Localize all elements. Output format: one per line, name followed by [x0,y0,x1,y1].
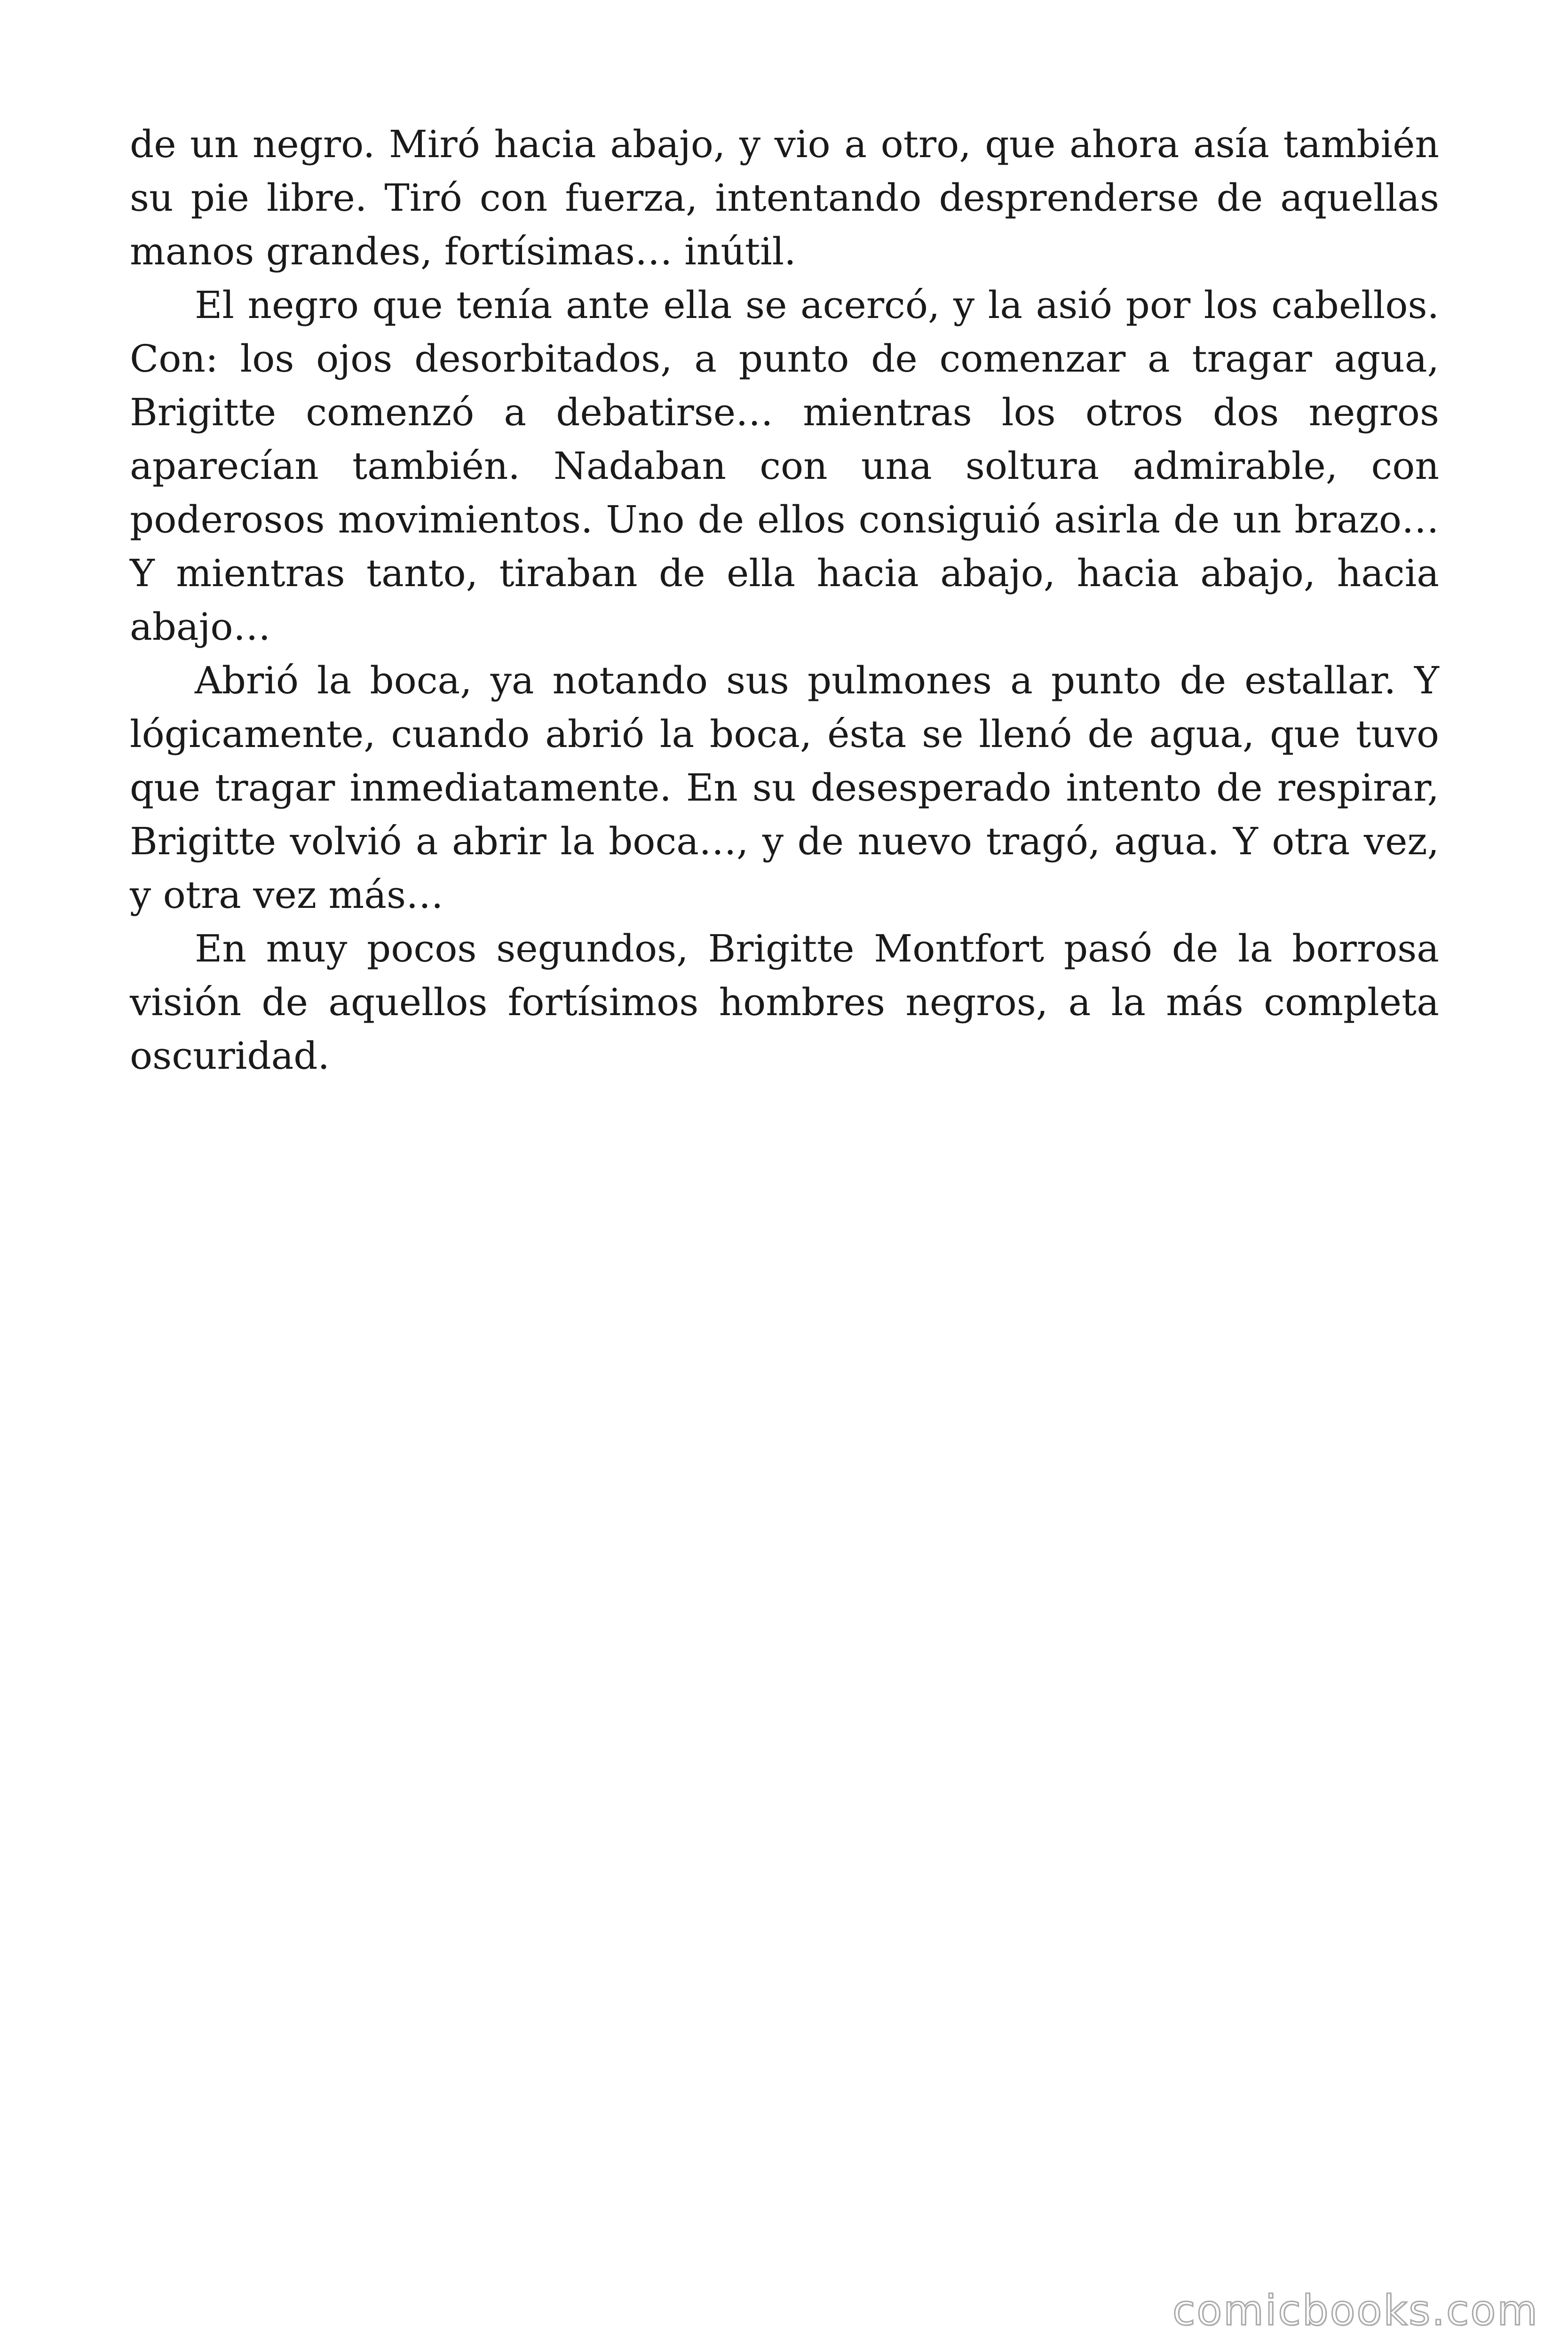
text-line: y otra vez más… [130,873,444,917]
text-line: poderosos movimientos. Uno de ellos consiguió asirla de un brazo… [130,498,1439,541]
text-line: lógicamente, cuando abrió la boca, ésta se llenó de agua, que tuvo [130,712,1439,756]
paragraph-4 [130,922,1439,1083]
text-line: Y mientras tanto, tiraban de ella hacia abajo, hacia abajo, hacia [130,551,1439,595]
text-line: abajo… [130,605,271,649]
paragraph-3 [130,654,1439,922]
text-line: Abrió la boca, ya notando sus pulmones a punto de estallar. Y [195,659,1439,702]
text-line: su pie libre. Tiró con fuerza, intentando desprenderse de aquellas [130,176,1439,220]
text-line: oscuridad. [130,1034,330,1078]
body-text [130,118,1439,1083]
text-line: Con: los ojos desorbitados, a punto de comenzar a tragar agua, [130,337,1439,381]
text-line: Brigitte comenzó a debatirse… mientras los otros dos negros [130,390,1439,434]
text-line: que tragar inmediatamente. En su desesperado intento de respirar, [130,766,1439,810]
paragraph-2 [130,278,1439,654]
text-line: Brigitte volvió a abrir la boca…, y de nuevo tragó, agua. Y otra vez, [130,819,1439,863]
text-line: manos grandes, fortísimas… inútil. [130,230,796,273]
text-line: visión de aquellos fortísimos hombres negros, a la más completa [130,980,1439,1024]
text-line: El negro que tenía ante ella se acercó, y la asió por los cabellos. [195,283,1439,327]
text-line: En muy pocos segundos, Brigitte Montfort pasó de la borrosa [195,927,1439,970]
text-line: aparecían también. Nadaban con una soltura admirable, con [130,444,1439,488]
text-line: de un negro. Miró hacia abajo, y vio a otro, que ahora asía también [130,122,1439,166]
watermark-text: comicbooks.com [1172,2286,1539,2335]
paragraph-1 [130,118,1439,278]
